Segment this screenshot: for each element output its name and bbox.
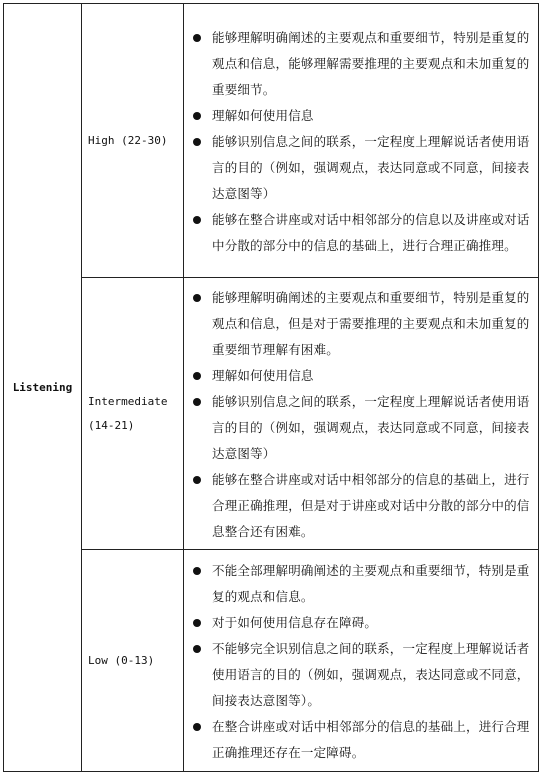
list-item: 能够理解明确阐述的主要观点和重要细节，特别是重复的观点和信息，但是对于需要推理的主要观点和未加重复的重要细节理解有困难。: [190, 285, 532, 363]
list-item: 理解如何使用信息: [190, 103, 532, 129]
description-list: [190, 25, 532, 259]
level-label-line: High (22-30): [88, 133, 168, 147]
bullet-icon: [193, 476, 201, 484]
bullet-icon: [193, 294, 201, 302]
description-cell: [184, 550, 539, 772]
list-item: 能够识别信息之间的联系，一定程度上理解说话者使用语言的目的（例如，强调观点，表达同意或不同意，间接表达意图等）: [190, 129, 532, 207]
section-label-cell: [4, 4, 82, 772]
level-label-line: (14-21): [88, 418, 135, 432]
list-item: 能够理解明确阐述的主要观点和重要细节，特别是重复的观点和信息，能够理解需要推理的主要观点和未加重复的重要细节。: [190, 25, 532, 103]
table-row-low: [4, 550, 539, 772]
list-item: 对于如何使用信息存在障碍。: [190, 610, 532, 636]
list-item: 能够识别信息之间的联系，一定程度上理解说话者使用语言的目的（例如，强调观点，表达同意或不同意，间接表达意图等）: [190, 389, 532, 467]
bullet-icon: [193, 372, 201, 380]
bullet-icon: [193, 567, 201, 575]
bullet-icon: [193, 34, 201, 42]
list-item: 能够在整合讲座或对话中相邻部分的信息以及讲座或对话中分散的部分中的信息的基础上，进行合理正确推理。: [190, 207, 532, 259]
bullet-icon: [193, 112, 201, 120]
level-label-cell: [82, 550, 184, 772]
list-item: 在整合讲座或对话中相邻部分的信息的基础上，进行合理正确推理还存在一定障碍。: [190, 714, 532, 766]
description-cell: [184, 4, 539, 278]
level-label-line: Low (0-13): [88, 653, 155, 667]
bullet-icon: [193, 398, 201, 406]
list-item: 能够在整合讲座或对话中相邻部分的信息的基础上，进行合理正确推理，但是对于讲座或对话中分散的部分中的信息整合还有困难。: [190, 467, 532, 545]
bullet-icon: [193, 619, 201, 627]
level-label-cell: [82, 278, 184, 550]
bullet-icon: [193, 723, 201, 731]
list-item: 不能全部理解明确阐述的主要观点和重要细节，特别是重复的观点和信息。: [190, 558, 532, 610]
description-cell: [184, 278, 539, 550]
description-list: [190, 285, 532, 545]
level-label-cell: [82, 4, 184, 278]
bullet-icon: [193, 138, 201, 146]
bullet-icon: [193, 645, 201, 653]
listening-score-table: [3, 3, 539, 772]
table-row-intermediate: [4, 278, 539, 550]
section-label: Listening: [12, 381, 73, 394]
description-list: [190, 558, 532, 766]
level-label-line: Intermediate: [88, 394, 168, 408]
list-item: 理解如何使用信息: [190, 363, 532, 389]
bullet-icon: [193, 216, 201, 224]
table-row-high: [4, 4, 539, 278]
list-item: 不能够完全识别信息之间的联系，一定程度上理解说话者使用语言的目的（例如，强调观点，表达同意或不同意，间接表达意图等）。: [190, 636, 532, 714]
